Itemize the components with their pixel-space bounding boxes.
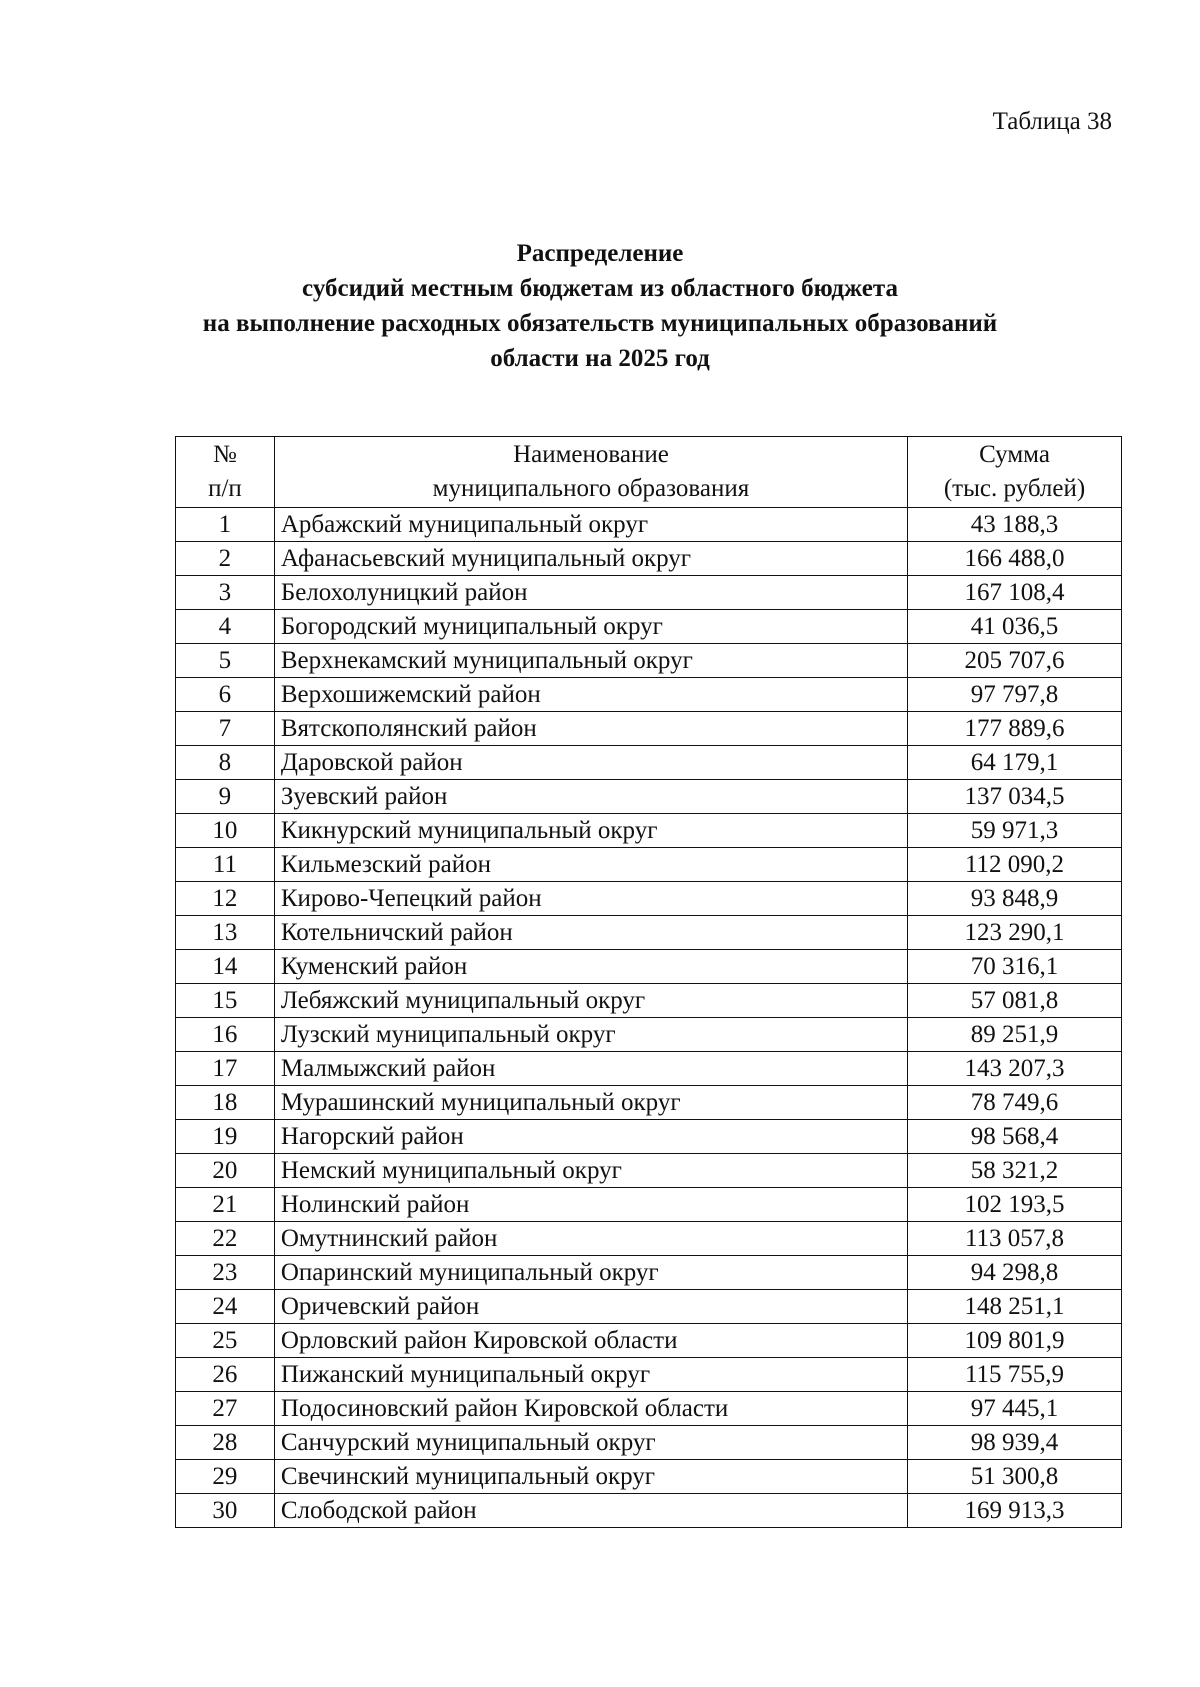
table-number-label: Таблица 38 (992, 108, 1112, 135)
document-title (0, 236, 1200, 376)
row-name-cell: Зуевский район (274, 780, 907, 814)
table-row (176, 1188, 1122, 1222)
row-number-cell: 22 (176, 1222, 275, 1256)
table-row (176, 1086, 1122, 1120)
distribution-table (175, 436, 1122, 1528)
row-name-cell: Верхошижемский район (274, 678, 907, 712)
row-number-cell: 26 (176, 1358, 275, 1392)
row-name-cell: Санчурский муниципальный округ (274, 1426, 907, 1460)
row-number-cell: 10 (176, 814, 275, 848)
row-sum-cell: 148 251,1 (908, 1290, 1122, 1324)
table-row (176, 1120, 1122, 1154)
row-number-cell: 17 (176, 1052, 275, 1086)
row-sum-cell: 112 090,2 (908, 848, 1122, 882)
row-name-cell: Арбажский муниципальный округ (274, 508, 907, 542)
row-name-cell: Малмыжский район (274, 1052, 907, 1086)
title-line: области на 2025 год (490, 345, 710, 372)
table-row (176, 1256, 1122, 1290)
table-row (176, 610, 1122, 644)
row-name-cell: Лузский муниципальный округ (274, 1018, 907, 1052)
row-number-cell: 27 (176, 1392, 275, 1426)
row-number-cell: 3 (176, 576, 275, 610)
table-row (176, 644, 1122, 678)
row-number-cell: 28 (176, 1426, 275, 1460)
table-row (176, 542, 1122, 576)
header-name-line: Наименование (513, 441, 669, 468)
row-name-cell: Вятскополянский район (274, 712, 907, 746)
table-row (176, 1052, 1122, 1086)
table-row (176, 882, 1122, 916)
row-number-cell: 25 (176, 1324, 275, 1358)
row-name-cell: Кикнурский муниципальный округ (274, 814, 907, 848)
row-sum-cell: 166 488,0 (908, 542, 1122, 576)
table-row (176, 1460, 1122, 1494)
row-sum-cell: 167 108,4 (908, 576, 1122, 610)
row-sum-cell: 64 179,1 (908, 746, 1122, 780)
row-name-cell: Куменский район (274, 950, 907, 984)
row-number-cell: 14 (176, 950, 275, 984)
row-sum-cell: 89 251,9 (908, 1018, 1122, 1052)
title-line: на выполнение расходных обязательств муниципальных образований (202, 310, 998, 337)
table-row (176, 678, 1122, 712)
row-name-cell: Котельничский район (274, 916, 907, 950)
table-row (176, 1426, 1122, 1460)
row-sum-cell: 97 797,8 (908, 678, 1122, 712)
table-row (176, 1392, 1122, 1426)
row-sum-cell: 102 193,5 (908, 1188, 1122, 1222)
table-row (176, 746, 1122, 780)
table-row (176, 712, 1122, 746)
row-number-cell: 18 (176, 1086, 275, 1120)
header-name (274, 437, 907, 508)
title-line: субсидий местным бюджетам из областного бюджета (302, 275, 898, 302)
table-row (176, 780, 1122, 814)
row-sum-cell: 97 445,1 (908, 1392, 1122, 1426)
table-row (176, 508, 1122, 542)
row-sum-cell: 57 081,8 (908, 984, 1122, 1018)
table-row (176, 1290, 1122, 1324)
row-name-cell: Оричевский район (274, 1290, 907, 1324)
row-name-cell: Нолинский район (274, 1188, 907, 1222)
row-sum-cell: 115 755,9 (908, 1358, 1122, 1392)
header-sum (908, 437, 1122, 508)
row-sum-cell: 70 316,1 (908, 950, 1122, 984)
row-sum-cell: 137 034,5 (908, 780, 1122, 814)
row-number-cell: 2 (176, 542, 275, 576)
row-name-cell: Свечинский муниципальный округ (274, 1460, 907, 1494)
row-name-cell: Орловский район Кировской области (274, 1324, 907, 1358)
row-number-cell: 13 (176, 916, 275, 950)
row-sum-cell: 109 801,9 (908, 1324, 1122, 1358)
row-number-cell: 7 (176, 712, 275, 746)
row-number-cell: 15 (176, 984, 275, 1018)
row-sum-cell: 143 207,3 (908, 1052, 1122, 1086)
row-sum-cell: 177 889,6 (908, 712, 1122, 746)
table-row (176, 814, 1122, 848)
row-sum-cell: 59 971,3 (908, 814, 1122, 848)
row-number-cell: 16 (176, 1018, 275, 1052)
row-name-cell: Белохолуницкий район (274, 576, 907, 610)
row-name-cell: Опаринский муниципальный округ (274, 1256, 907, 1290)
row-sum-cell: 78 749,6 (908, 1086, 1122, 1120)
table-header (176, 437, 1122, 508)
table-row (176, 1494, 1122, 1528)
header-number (176, 437, 275, 508)
table-row (176, 950, 1122, 984)
title-line: Распределение (516, 240, 684, 267)
table-row (176, 1324, 1122, 1358)
table-row (176, 1358, 1122, 1392)
row-sum-cell: 43 188,3 (908, 508, 1122, 542)
row-number-cell: 12 (176, 882, 275, 916)
row-number-cell: 5 (176, 644, 275, 678)
row-sum-cell: 123 290,1 (908, 916, 1122, 950)
row-number-cell: 30 (176, 1494, 275, 1528)
row-name-cell: Афанасьевский муниципальный округ (274, 542, 907, 576)
table-row (176, 1154, 1122, 1188)
row-name-cell: Слободской район (274, 1494, 907, 1528)
row-number-cell: 19 (176, 1120, 275, 1154)
table-row (176, 576, 1122, 610)
row-number-cell: 8 (176, 746, 275, 780)
row-name-cell: Кирово-Чепецкий район (274, 882, 907, 916)
row-sum-cell: 58 321,2 (908, 1154, 1122, 1188)
row-number-cell: 6 (176, 678, 275, 712)
table-row (176, 1018, 1122, 1052)
table-row (176, 916, 1122, 950)
row-sum-cell: 41 036,5 (908, 610, 1122, 644)
row-number-cell: 11 (176, 848, 275, 882)
row-name-cell: Верхнекамский муниципальный округ (274, 644, 907, 678)
header-sum-line: Сумма (979, 441, 1050, 468)
header-number-line: № (213, 441, 237, 468)
table-body (176, 508, 1122, 1528)
row-name-cell: Подосиновский район Кировской области (274, 1392, 907, 1426)
header-name-line: муниципального образования (432, 475, 750, 502)
header-number-line: п/п (208, 475, 242, 502)
row-number-cell: 24 (176, 1290, 275, 1324)
row-sum-cell: 98 939,4 (908, 1426, 1122, 1460)
row-name-cell: Омутнинский район (274, 1222, 907, 1256)
row-number-cell: 4 (176, 610, 275, 644)
row-sum-cell: 113 057,8 (908, 1222, 1122, 1256)
row-name-cell: Лебяжский муниципальный округ (274, 984, 907, 1018)
header-sum-line: (тыс. рублей) (943, 475, 1086, 502)
row-name-cell: Даровской район (274, 746, 907, 780)
row-name-cell: Нагорский район (274, 1120, 907, 1154)
row-number-cell: 21 (176, 1188, 275, 1222)
row-name-cell: Немский муниципальный округ (274, 1154, 907, 1188)
row-name-cell: Богородский муниципальный округ (274, 610, 907, 644)
row-name-cell: Пижанский муниципальный округ (274, 1358, 907, 1392)
row-sum-cell: 98 568,4 (908, 1120, 1122, 1154)
table-row (176, 1222, 1122, 1256)
table-row (176, 984, 1122, 1018)
row-number-cell: 23 (176, 1256, 275, 1290)
row-sum-cell: 93 848,9 (908, 882, 1122, 916)
row-sum-cell: 51 300,8 (908, 1460, 1122, 1494)
row-number-cell: 20 (176, 1154, 275, 1188)
row-number-cell: 9 (176, 780, 275, 814)
row-sum-cell: 94 298,8 (908, 1256, 1122, 1290)
row-name-cell: Мурашинский муниципальный округ (274, 1086, 907, 1120)
row-sum-cell: 169 913,3 (908, 1494, 1122, 1528)
row-name-cell: Кильмезский район (274, 848, 907, 882)
row-number-cell: 29 (176, 1460, 275, 1494)
table-row (176, 848, 1122, 882)
header-row (176, 437, 1122, 508)
row-sum-cell: 205 707,6 (908, 644, 1122, 678)
row-number-cell: 1 (176, 508, 275, 542)
